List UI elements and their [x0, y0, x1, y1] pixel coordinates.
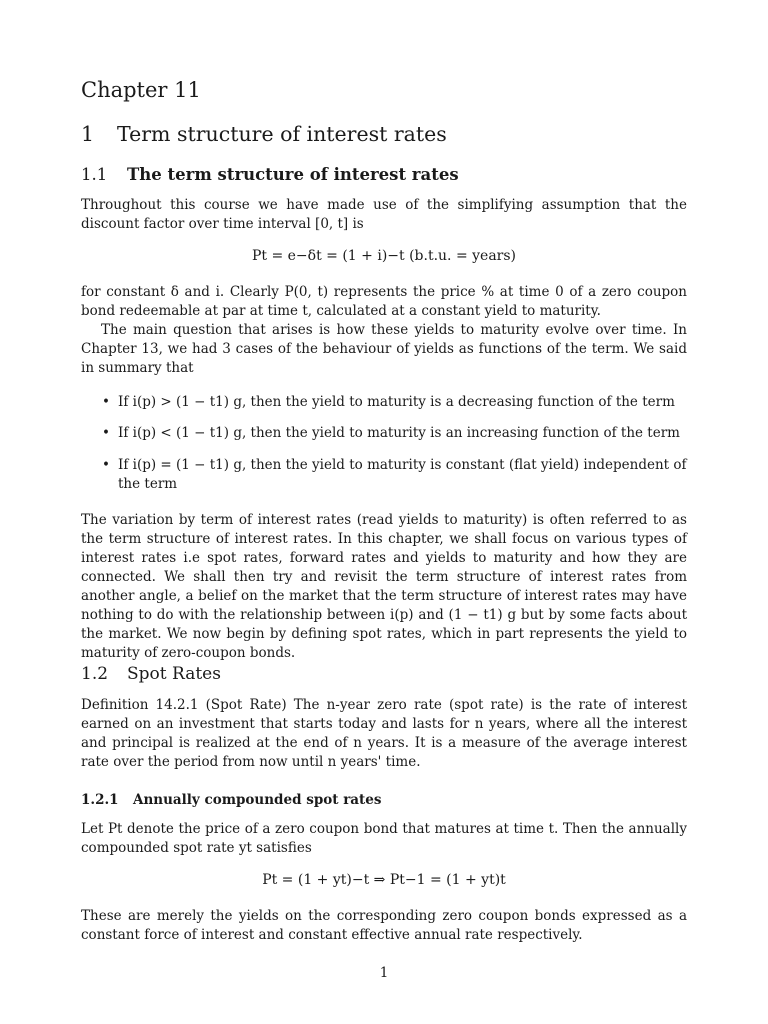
paragraph-4: The variation by term of interest rates (read yields to maturity) is often referred to as the term structure of interest rates. In this chapter, we shall focus on various types of interest rates i.e spot rates, forward rates and yields to maturity and how they are connected. We shall then try and revisit the term structure of interest rates from another angle, a belief on the market that the term structure of interest rates may have nothing to do with the relationship between i(p) and (1 − t1) g but by some facts about the market. We now begin by defining spot rates, which in part represents the yield to maturity of zero-coupon bonds. — [81, 512, 687, 661]
bullet-text-3: If i(p) = (1 − t1) g, then the yield to maturity is constant (flat yield) independent of the term — [118, 457, 687, 492]
subsection-heading-2 — [81, 664, 221, 684]
section-heading — [81, 122, 447, 146]
equation-spot-rate: Pt = (1 + yt)−t ⇒ Pt−1 = (1 + yt)t — [262, 872, 506, 888]
section-number: 1 — [81, 122, 95, 146]
chapter-title: Chapter 11 — [81, 78, 201, 102]
bullet-text-2: If i(p) < (1 − t1) g, then the yield to maturity is an increasing function of the term — [118, 425, 680, 441]
paragraph-3: The main question that arises is how these yields to maturity evolve over time. In Chapter 13, we had 3 cases of the behaviour of yields as functions of the term. We said in summary that — [81, 322, 687, 376]
paragraph-5: Definition 14.2.1 (Spot Rate) The n-year zero rate (spot rate) is the rate of interest earned on an investment that starts today and lasts for n years, where all the interest and principal is realized at the end of n years. It is a measure of the average interest rate over the period from now until n years' time. — [81, 697, 687, 770]
bullet-icon: • — [102, 457, 110, 473]
bullet-text-1: If i(p) > (1 − t1) g, then the yield to maturity is a decreasing function of the term — [118, 394, 675, 410]
subsection-title-2: Spot Rates — [127, 664, 221, 684]
equation-discount-factor: Pt = e−δt = (1 + i)−t (b.t.u. = years) — [251, 248, 517, 264]
subsection-title-1: The term structure of interest rates — [127, 165, 459, 184]
subsection-number-2: 1.2 — [81, 664, 109, 684]
paragraph-1: Throughout this course we have made use of the simplifying assumption that the discount factor over time interval [0, t] is — [81, 197, 687, 232]
paragraph-6: Let Pt denote the price of a zero coupon bond that matures at time t. Then the annually compounded spot rate yt satisfies — [81, 821, 687, 856]
page-number: 1 — [379, 965, 389, 981]
section-title: Term structure of interest rates — [117, 122, 447, 146]
subsection-heading-1 — [81, 165, 459, 184]
paragraph-2: for constant δ and i. Clearly P(0, t) represents the price % at time 0 of a zero coupon bond redeemable at par at time t, calculated at a constant yield to maturity. — [81, 284, 687, 319]
paragraph-7: These are merely the yields on the corresponding zero coupon bonds expressed as a constant force of interest and constant effective annual rate respectively. — [81, 908, 687, 943]
subsection-number-1: 1.1 — [81, 165, 108, 184]
subsubsection-number-1: 1.2.1 — [81, 792, 119, 808]
bullet-icon: • — [102, 425, 110, 441]
subsubsection-heading-1 — [81, 792, 381, 808]
subsubsection-title-1: Annually compounded spot rates — [133, 792, 382, 808]
bullet-icon: • — [102, 394, 110, 410]
